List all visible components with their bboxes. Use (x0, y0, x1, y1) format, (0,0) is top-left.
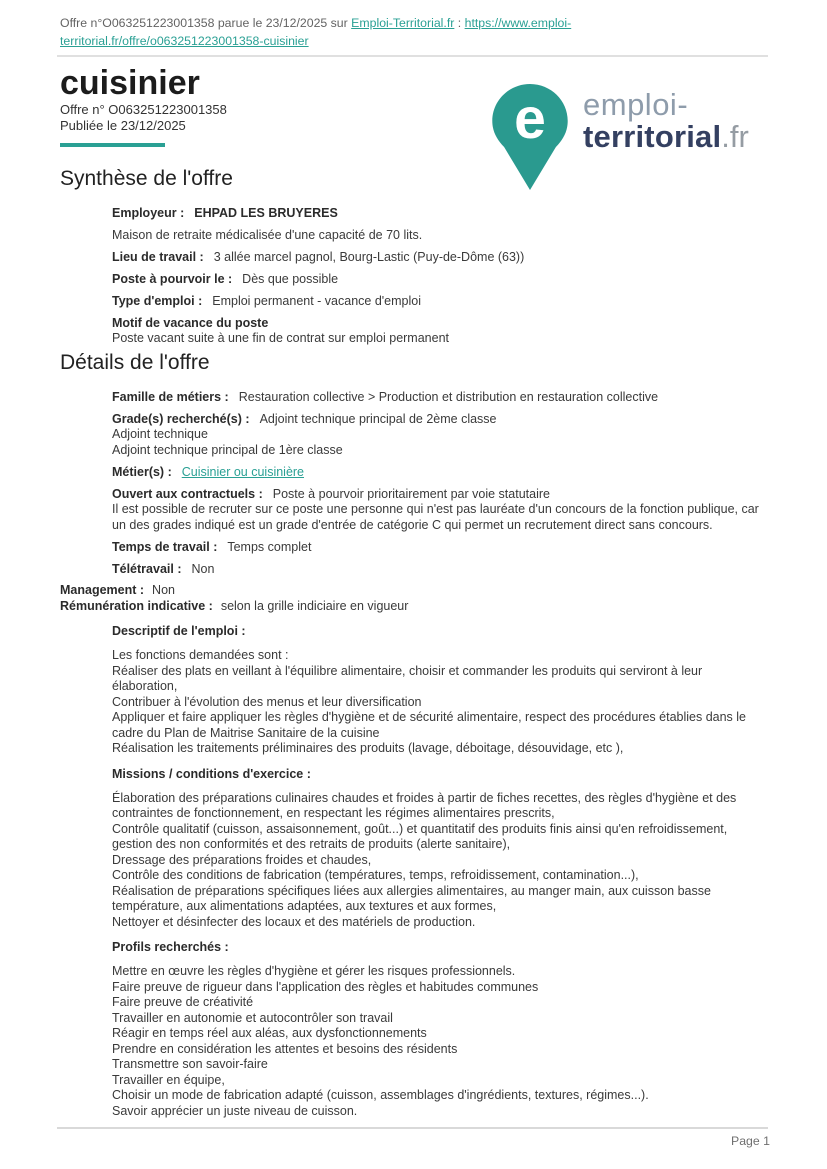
text-line: Réalisation de préparations spécifiques liées aux allergies alimentaires, au manger main, aux cuisson basse température, aux alimentations adaptées, aux textures et aux formes, (112, 883, 711, 913)
offer-number: Offre n° O063251223001358 (60, 102, 227, 117)
text-line: Contrôle des conditions de fabrication (températures, temps, refroidissement, contamination...), (112, 868, 639, 882)
field-value: Restauration collective > Production et distribution en restauration collective (238, 390, 659, 404)
text-line: Travailler en équipe, (112, 1072, 225, 1087)
field-value: selon la grille indiciaire en vigueur (220, 598, 409, 613)
details-heading: Détails de l'offre (60, 351, 210, 374)
synthese-rows (112, 205, 770, 347)
text-line: Savoir apprécier un juste niveau de cuisson. (112, 1103, 358, 1118)
text-line: Travailler en autonomie et autocontrôler son travail (112, 1010, 393, 1025)
text-line: Réaliser des plats en veillant à l'équilibre alimentaire, choisir et commander les produits qui serviront à leur élaboration, (112, 663, 703, 693)
field-label: Famille de métiers : (112, 390, 229, 404)
section-synthese (60, 166, 770, 353)
field-row-employeur-description (112, 227, 770, 243)
field-value: Dès que possible (242, 272, 339, 286)
text-line: Les fonctions demandées sont : (112, 648, 289, 662)
metier-link[interactable]: Cuisinier ou cuisinière (181, 465, 305, 479)
field-label: Lieu de travail : (112, 250, 204, 264)
field-row-management (60, 583, 770, 599)
logo-line2-suffix: .fr (721, 119, 749, 154)
descriptif-heading: Descriptif de l'emploi : (112, 624, 246, 638)
title-accent-bar (60, 143, 165, 147)
field-value: 3 allée marcel pagnol, Bourg-Lastic (Puy-de-Dôme (63)) (213, 250, 525, 264)
header-prefix: Offre n°O063251223001358 parue le 23/12/2025 sur (60, 16, 352, 30)
field-label: Ouvert aux contractuels : (112, 487, 263, 501)
text-line: Choisir un mode de fabrication adapté (cuisson, assemblages d'ingrédients, textures, régimes...). (112, 1088, 649, 1102)
offer-url-link[interactable]: https://www.emploi-territorial.fr/offre/o063251223001358-cuisinier (60, 16, 572, 48)
text-line: Réalisation les traitements préliminaires des produits (lavage, déboitage, désouvidage, etc ), (112, 741, 624, 755)
field-label: Poste à pourvoir le : (112, 272, 233, 286)
field-row-lieu-de-travail (112, 249, 770, 265)
field-label: Type d'emploi : (112, 294, 203, 308)
text-line: Adjoint technique principal de 1ère classe (112, 442, 343, 457)
field-value: EHPAD LES BRUYERES (194, 206, 338, 220)
field-row-teletravail (112, 561, 770, 577)
logo-line1: emploi- (583, 87, 689, 122)
field-row-employeur (112, 205, 770, 221)
text-line: Élaboration des préparations culinaires chaudes et froides à partir de fiches recettes, des règles d'hygiène et des contraintes de fonctionnement, en respectant les régimes alimentaires prescrits, (112, 790, 737, 820)
section-details (60, 350, 770, 1124)
field-value: Maison de retraite médicalisée d'une capacité de 70 lits. (112, 228, 423, 242)
field-row-metiers (112, 464, 770, 480)
contractuels-note: Il est possible de recruter sur ce poste une personne qui n'est pas lauréate d'un concours de la fonction publique, car un des grades indiqué est un grade d'entrée de catégorie C qui permet un recrutement direct sans concours. (112, 502, 759, 532)
site-link[interactable]: Emploi-Territorial.fr (351, 16, 455, 30)
logo-line2 (583, 120, 749, 153)
text-line: Faire preuve de créativité (112, 995, 254, 1009)
text-line: Contribuer à l'évolution des menus et leur diversification (112, 694, 422, 709)
field-row-remuneration (60, 599, 770, 615)
page-number: Page 1 (731, 1134, 770, 1148)
details-rows (112, 389, 770, 577)
field-label: Métier(s) : (112, 465, 172, 479)
text-line: Adjoint technique (112, 427, 208, 441)
document-header (60, 14, 772, 50)
header-divider (57, 55, 768, 57)
field-value: Non (152, 583, 175, 597)
text-line: Prendre en considération les attentes et besoins des résidents (112, 1041, 458, 1056)
text-line: Contrôle qualitatif (cuisson, assaisonnement, goût...) et quantitatif des produits finis ainsi qu'en refroidissement, gestion des non conformités et des retraits de produits (alerte sanitaire), (112, 821, 728, 851)
field-label: Grade(s) recherché(s) : (112, 412, 250, 426)
field-value: Temps complet (227, 540, 312, 554)
svg-text:e: e (514, 87, 546, 152)
field-label: Télétravail : (112, 562, 182, 576)
title-block (60, 64, 227, 147)
published-date: Publiée le 23/12/2025 (60, 118, 186, 133)
field-value: Emploi permanent - vacance d'emploi (212, 294, 421, 308)
field-row-famille-metiers (112, 389, 770, 405)
synthese-heading: Synthèse de l'offre (60, 167, 233, 190)
descriptif-paragraph (112, 648, 770, 757)
text-line: Réagir en temps réel aux aléas, aux dysfonctionnements (112, 1026, 427, 1040)
field-label: Rémunération indicative : (60, 598, 213, 613)
field-row-type-emploi (112, 293, 770, 309)
field-label: Management : (60, 583, 145, 597)
text-line: Mettre en œuvre les règles d'hygiène et gérer les risques professionnels. (112, 964, 516, 978)
field-row-contractuels (112, 486, 770, 533)
field-value: Poste à pourvoir prioritairement par voie statutaire (272, 487, 550, 501)
field-label: Motif de vacance du poste (112, 316, 269, 330)
grades-extra-list (112, 427, 770, 458)
profils-heading: Profils recherchés : (112, 940, 229, 954)
field-row-poste-a-pourvoir (112, 271, 770, 287)
field-value: Non (191, 562, 215, 576)
field-value: Poste vacant suite à une fin de contrat sur emploi permanent (112, 331, 449, 345)
field-row-motif-vacance (112, 315, 770, 347)
field-row-grades (112, 411, 770, 458)
text-line: Appliquer et faire appliquer les règles d'hygiène et de sécurité alimentaire, respect des procédures établies dans le cadre du Plan de Maitrise Sanitaire de la cuisine (112, 710, 747, 740)
text-line: Nettoyer et désinfecter des locaux et des matériels de production. (112, 914, 476, 929)
text-line: Transmettre son savoir-faire (112, 1057, 268, 1071)
missions-heading: Missions / conditions d'exercice : (112, 766, 311, 781)
profils-paragraph (112, 964, 770, 1119)
page-title: cuisinier (60, 64, 200, 102)
text-line: Dressage des préparations froides et chaudes, (112, 852, 372, 867)
header-separator: : (454, 16, 465, 30)
field-row-temps-travail (112, 539, 770, 555)
text-line: Faire preuve de rigueur dans l'application des règles et habitudes communes (112, 979, 539, 994)
field-label: Employeur : (112, 206, 185, 220)
footer-divider (57, 1127, 768, 1129)
field-label: Temps de travail : (112, 540, 218, 554)
logo-line2-bold: territorial (583, 119, 722, 154)
field-value: Adjoint technique principal de 2ème classe (259, 412, 497, 426)
missions-paragraph (112, 791, 770, 931)
